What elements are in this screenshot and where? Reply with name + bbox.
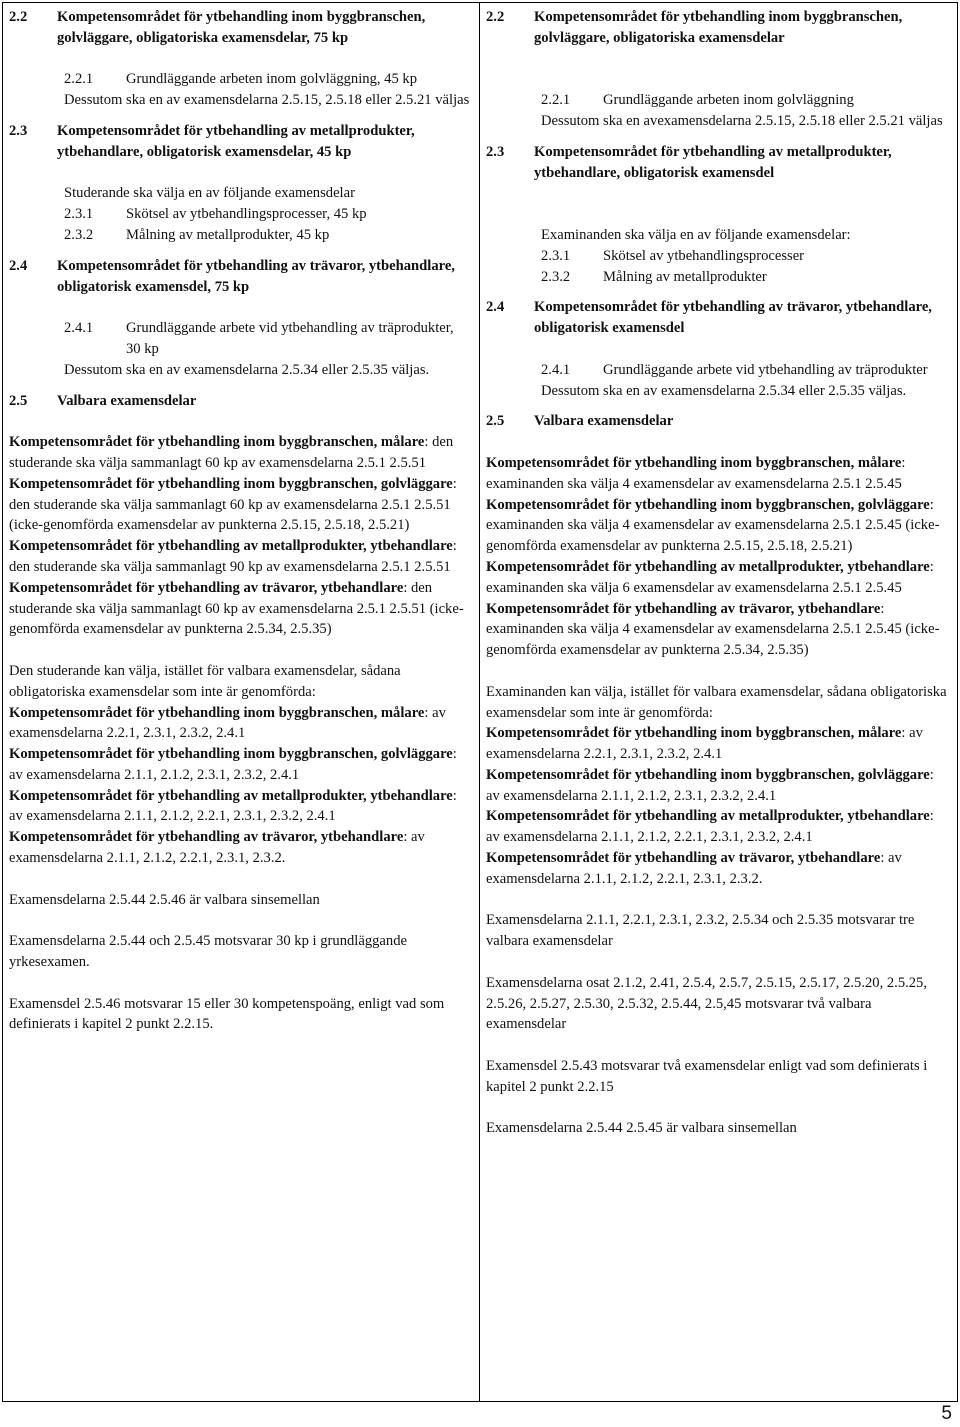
subsection-number: 2.3.2 — [64, 226, 94, 243]
note-text: Dessutom ska en av examensdelarna 2.5.34 eller 2.5.35 väljas. — [64, 361, 430, 378]
rule-paragraph: Kompetensområdet för ytbehandling inom byggbranschen, golvläggare: den studerande ska välja sammanlagt 60 kp av examensdelarna 2.5.1 2.5.51 (icke-genomförda examensdelar av punkterna 2.5.15, 2.5.18, 2.5.21) — [9, 475, 457, 534]
section-title: Kompetensområdet för ytbehandling inom byggbranschen, golvläggare, obligatoriska examensdelar — [534, 9, 903, 46]
subsection-title: Grundläggande arbeten inom golvläggning, 45 kp — [126, 71, 417, 88]
section-number: 2.3 — [486, 143, 505, 160]
section-number: 2.2 — [486, 9, 505, 25]
section-title: Kompetensområdet för ytbehandling av metallprodukter, ytbehandlare, obligatorisk examensdel — [534, 143, 892, 181]
section-heading — [9, 391, 471, 412]
subsection-title: Grundläggande arbete vid ytbehandling av träprodukter, 30 kp — [126, 320, 454, 357]
section-number: 2.5 — [486, 413, 505, 430]
section-heading — [9, 256, 471, 298]
subsection-title: Grundläggande arbeten inom golvläggning — [603, 92, 854, 109]
subsection-number: 2.3.1 — [541, 247, 571, 264]
right-column — [480, 3, 956, 1401]
section-title: Kompetensområdet för ytbehandling av metallprodukter, ytbehandlare, obligatorisk examensdelar, 45 kp — [57, 122, 415, 160]
note-text: Dessutom ska en av examensdelarna 2.5.15, 2.5.18 eller 2.5.21 väljas — [64, 92, 470, 109]
section-number: 2.4 — [9, 257, 28, 274]
subsection-number: 2.4.1 — [541, 361, 571, 378]
section-number: 2.3 — [9, 122, 28, 139]
subsection-title: Skötsel av ytbehandlingsprocesser — [603, 247, 805, 264]
comparison-table — [2, 2, 958, 1402]
section-title: Valbara examensdelar — [57, 392, 197, 409]
subsection-number: 2.4.1 — [64, 320, 94, 337]
section-title: Kompetensområdet för ytbehandling av trävaror, ytbehandlare, obligatorisk examensdel — [534, 299, 932, 337]
note-text: Examensdelarna 2.1.1, 2.2.1, 2.3.1, 2.3.2, 2.5.34 och 2.5.35 motsvarar tre valbara examensdelar — [486, 912, 915, 950]
section-title: Valbara examensdelar — [534, 413, 674, 430]
page-number: 5 — [941, 1403, 952, 1425]
section-heading — [9, 7, 471, 49]
rule-paragraph: Kompetensområdet för ytbehandling av trävaror, ytbehandlare: av examensdelarna 2.1.1, 2.1.2, 2.2.1, 2.3.1, 2.3.2. — [9, 829, 425, 867]
note-text: Examensdelarna 2.5.44 2.5.45 är valbara sinsemellan — [486, 1120, 797, 1137]
section-heading — [486, 142, 948, 184]
left-column — [3, 3, 480, 1401]
rule-paragraph: Kompetensområdet för ytbehandling inom byggbranschen, målare: av examensdelarna 2.2.1, 2.3.1, 2.3.2, 2.4.1 — [9, 704, 446, 742]
section-title: Kompetensområdet för ytbehandling inom byggbranschen, golvläggare, obligatoriska examensdelar, 75 kp — [57, 9, 426, 46]
rule-paragraph: Kompetensområdet för ytbehandling av metallprodukter, ytbehandlare: examinanden ska välja 6 examensdelar av examensdelarna 2.5.1 2.5.45 — [486, 558, 934, 596]
rule-paragraph: Kompetensområdet för ytbehandling inom byggbranschen, målare: examinanden ska välja 4 examensdelar av examensdelarna 2.5.1 2.5.45 — [486, 454, 906, 492]
rule-paragraph: Kompetensområdet för ytbehandling inom byggbranschen, målare: av examensdelarna 2.2.1, 2.3.1, 2.3.2, 2.4.1 — [486, 725, 923, 763]
note-text: Examensdelarna 2.5.44 och 2.5.45 motsvarar 30 kp i grundläggande yrkesexamen. — [9, 933, 407, 971]
rule-paragraph: Kompetensområdet för ytbehandling inom byggbranschen, golvläggare: av examensdelarna 2.1.1, 2.1.2, 2.3.1, 2.3.2, 2.4.1 — [486, 766, 934, 804]
subsection-number: 2.3.1 — [64, 206, 94, 223]
rule-paragraph: Kompetensområdet för ytbehandling av metallprodukter, ytbehandlare: av examensdelarna 2.1.1, 2.1.2, 2.2.1, 2.3.1, 2.3.2, 2.4.1 — [9, 787, 457, 825]
rule-paragraph: Kompetensområdet för ytbehandling av metallprodukter, ytbehandlare: den studerande ska välja sammanlagt 90 kp av examensdelarna 2.5.1 2.5.51 — [9, 538, 457, 575]
subsection-title: Målning av metallprodukter, 45 kp — [126, 226, 330, 243]
subsection-number: 2.3.2 — [541, 268, 571, 285]
subsection-number: 2.2.1 — [64, 71, 94, 88]
subsection-title: Målning av metallprodukter — [603, 268, 767, 285]
alt-intro-text: Examinanden kan välja, istället för valbara examensdelar, sådana obligatoriska examensdelar som inte är genomförda: — [486, 683, 947, 721]
rule-paragraph: Kompetensområdet för ytbehandling inom byggbranschen, golvläggare: av examensdelarna 2.1.1, 2.1.2, 2.3.1, 2.3.2, 2.4.1 — [9, 746, 457, 783]
note-text: Examensdel 2.5.46 motsvarar 15 eller 30 kompetenspoäng, enligt vad som definierats i kapitel 2 punkt 2.2.15. — [9, 995, 445, 1033]
section-heading — [486, 297, 948, 339]
rule-paragraph: Kompetensområdet för ytbehandling inom byggbranschen, målare: den studerande ska välja sammanlagt 60 kp av examensdelarna 2.5.1 2.5.51 — [9, 434, 454, 471]
note-text: Dessutom ska en avexamensdelarna 2.5.15, 2.5.18 eller 2.5.21 väljas — [541, 112, 943, 129]
section-heading — [486, 411, 948, 432]
rule-paragraph: Kompetensområdet för ytbehandling av trävaror, ytbehandlare: examinanden ska välja 4 examensdelar av examensdelarna 2.5.1 2.5.45 (icke-genomförda examensdelar av punkterna 2.5.34, 2.5.35) — [486, 600, 940, 659]
section-heading — [9, 121, 471, 163]
note-text: Examensdel 2.5.43 motsvarar två examensdelar enligt vad som definierats i kapitel 2 punkt 2.2.15 — [486, 1058, 928, 1095]
section-heading — [486, 7, 948, 49]
subsection-title: Grundläggande arbete vid ytbehandling av träprodukter — [603, 361, 928, 378]
subsection-title: Skötsel av ytbehandlingsprocesser, 45 kp — [126, 206, 367, 223]
rule-paragraph: Kompetensområdet för ytbehandling av trävaror, ytbehandlare: den studerande ska välja sammanlagt 60 kp av examensdelarna 2.5.1 2.5.51 (icke-genomförda examensdelar av punkterna 2.5.34, 2.5.35) — [9, 579, 464, 638]
intro-text: Examinanden ska välja en av följande examensdelar: — [541, 226, 851, 243]
section-title: Kompetensområdet för ytbehandling av trävaror, ytbehandlare, obligatorisk examensdel, 75 kp — [57, 257, 455, 295]
rule-paragraph: Kompetensområdet för ytbehandling av metallprodukter, ytbehandlare: av examensdelarna 2.1.1, 2.1.2, 2.2.1, 2.3.1, 2.3.2, 2.4.1 — [486, 808, 934, 846]
section-number: 2.4 — [486, 299, 505, 316]
note-text: Examensdelarna 2.5.44 2.5.46 är valbara sinsemellan — [9, 891, 320, 908]
section-number: 2.2 — [9, 9, 28, 25]
note-text: Examensdelarna osat 2.1.2, 2.41, 2.5.4, 2.5.7, 2.5.15, 2.5.17, 2.5.20, 2.5.25, 2.5.26, 2.5.27, 2.5.30, 2.5.32, 2.5.44, 2.5,45 motsvarar två valbara examensdelar — [486, 974, 928, 1033]
note-text: Dessutom ska en av examensdelarna 2.5.34 eller 2.5.35 väljas. — [541, 382, 907, 399]
rule-paragraph: Kompetensområdet för ytbehandling av trävaror, ytbehandlare: av examensdelarna 2.1.1, 2.1.2, 2.2.1, 2.3.1, 2.3.2. — [486, 850, 902, 887]
section-number: 2.5 — [9, 392, 28, 409]
alt-intro-text: Den studerande kan välja, istället för valbara examensdelar, sådana obligatoriska examensdelar som inte är genomförda: — [9, 662, 401, 700]
rule-paragraph: Kompetensområdet för ytbehandling inom byggbranschen, golvläggare: examinanden ska välja 4 examensdelar av examensdelarna 2.5.1 2.5.45 (icke-genomförda examensdelar av punkterna 2.5.15, 2.5.18, 2.5.21) — [486, 496, 940, 555]
subsection-number: 2.2.1 — [541, 92, 571, 109]
intro-text: Studerande ska välja en av följande examensdelar — [64, 185, 355, 202]
